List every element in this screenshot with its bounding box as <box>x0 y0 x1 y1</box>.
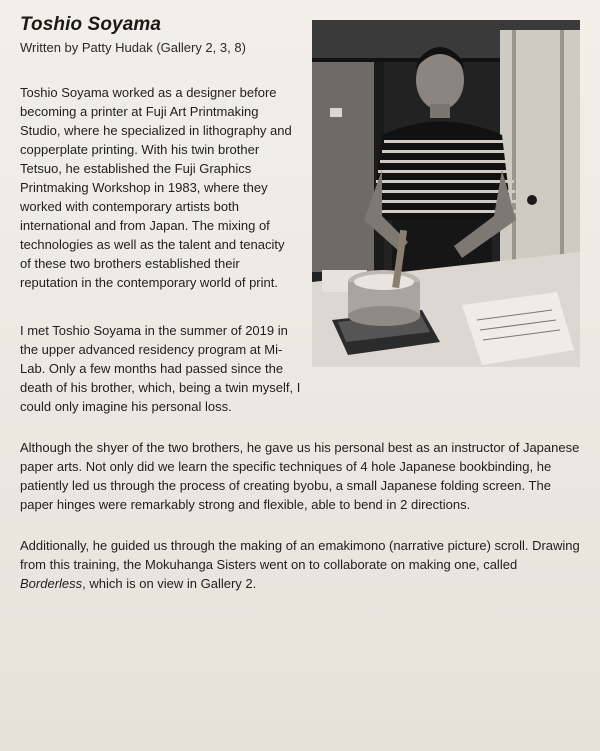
paragraph-1: Toshio Soyama worked as a designer before becoming a printer at Fuji Art Printmaking Studio, where he specialized in lithography and copperplate printing. With his twin brother Tetsuo, he established the Fuji Graphics Printmaking Workshop in 1983, where they worked with contemporary artists both international and from Japan. The mixing of technologies as well as the talent and tenacity of these two brothers established their reputation in the contemporary world of print. <box>20 85 292 290</box>
portrait-photo <box>312 20 580 367</box>
paragraph-2: I met Toshio Soyama in the summer of 2019 in the upper advanced residency program at Mi-Lab. Only a few months had passed since the death of his brother, which, being a twin myself, I could only imagine his personal loss. <box>20 323 301 414</box>
paragraph-4 <box>20 536 580 593</box>
paragraph-4-text-after: , which is on view in Gallery 2. <box>82 576 257 591</box>
article-title: Toshio Soyama <box>20 14 162 35</box>
paragraph-3: Although the shyer of the two brothers, he gave us his personal best as an instructor of Japanese paper arts. Not only did we learn the specific techniques of 4 hole Japanese bookbinding, he patiently led us through the process of creating byobu, a small Japanese folding screen. The paper hinges were remarkably strong and flexible, able to bend in 2 directions. <box>20 440 580 512</box>
artwork-title-borderless: Borderless <box>20 576 83 591</box>
article-byline: Written by Patty Hudak (Gallery 2, 3, 8) <box>20 40 246 55</box>
paragraph-4-text-before: Additionally, he guided us through the making of an emakimono (narrative picture) scroll. Drawing from this training, the Mokuhanga Sisters went on to collaborate on making one, called <box>20 538 580 572</box>
portrait-photo-icon <box>312 20 580 367</box>
